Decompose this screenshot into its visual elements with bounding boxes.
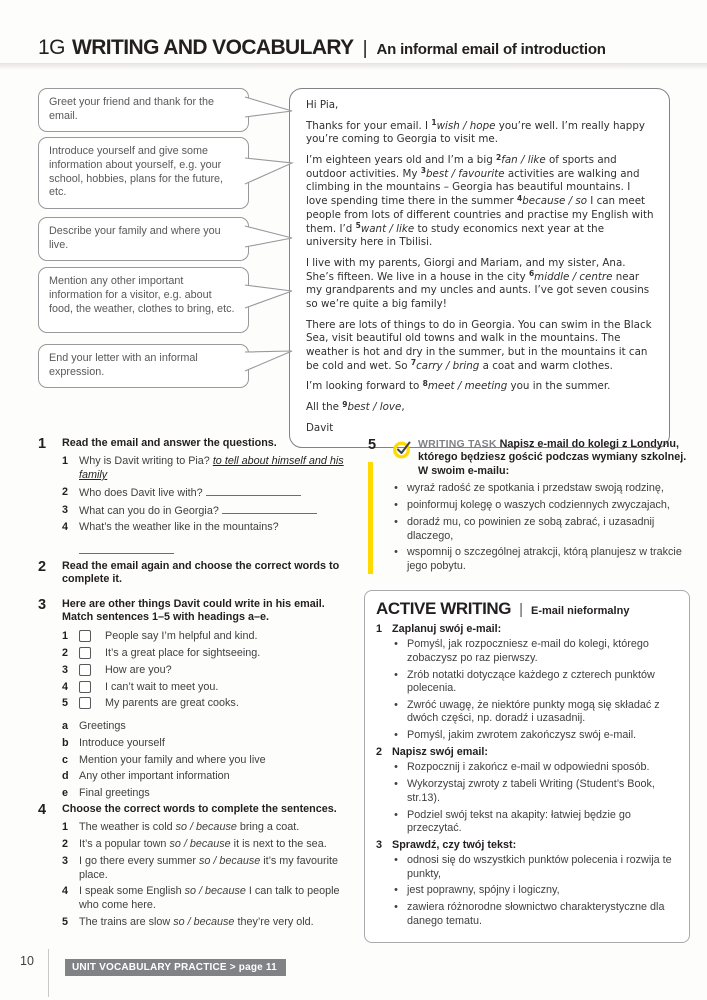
callout-text: Introduce yourself and give some information about yourself, e.g. your school, hobbies, plans for the future, etc. bbox=[49, 145, 224, 199]
bullet-text: doradź mu, co powinien ze sobą zabrać, i uzasadnij dlaczego, bbox=[407, 516, 655, 542]
answer-blank[interactable] bbox=[206, 486, 301, 496]
match-checkbox[interactable] bbox=[79, 630, 91, 642]
header-divider: | bbox=[362, 38, 368, 59]
sentence-number: 1 bbox=[62, 821, 69, 834]
sentence-text: I go there every summer so / because it’s my favourite place. bbox=[79, 855, 339, 881]
heading-text: Any other important information bbox=[79, 770, 230, 783]
sentence-row bbox=[62, 916, 356, 929]
callout-introduce bbox=[38, 137, 249, 209]
sentence-number: 4 bbox=[62, 885, 69, 898]
page-header bbox=[38, 36, 606, 60]
sentence-number: 4 bbox=[62, 680, 69, 693]
exercise-number: 3 bbox=[38, 597, 47, 613]
task-bullet: • doradź mu, co powinien ze sobą zabrać, i uzasadnij dlaczego, bbox=[392, 516, 690, 543]
callout-text: Greet your friend and thank for the email. bbox=[49, 96, 215, 122]
answer-blank[interactable] bbox=[79, 544, 174, 554]
aw-bullet: • Pomyśl, jak rozpoczniesz e-mail do kolegi, którego zobaczysz po raz pierwszy. bbox=[392, 638, 678, 665]
email-paragraph: I’m looking forward to $^8$meet / meeting you in the summer. bbox=[306, 378, 611, 393]
step-number: 3 bbox=[376, 838, 383, 851]
footer-practice-badge: UNIT VOCABULARY PRACTICE > page 11 bbox=[65, 959, 286, 976]
sentence-row bbox=[62, 647, 356, 660]
email-signature: Davit bbox=[306, 421, 334, 434]
email-paragraph: Thanks for your email. I $^1$wish / hope you’re well. I’m really happy you’re coming to Georgia to visit me. bbox=[306, 118, 645, 146]
step-title: Zaplanuj swój e-mail: bbox=[392, 623, 502, 635]
bullet-text: jest poprawny, spójny i logiczny, bbox=[407, 884, 560, 897]
email-paragraph: I live with my parents, Giorgi and Mariam, and my sister, Ana. She’s fifteen. We live in a house in the city $^6$middle / centre near my grandparents and my uncles and aunts. I’ve got seven cousins so we’re quite a big family! bbox=[306, 256, 650, 310]
bullet-text: Zwróć uwagę, że niektóre punkty mogą się składać z dwóch części, np. doradź i uzasadnij. bbox=[407, 698, 660, 725]
task-bullet: • poinformuj kolegę o waszych codziennych zwyczajach, bbox=[394, 499, 670, 512]
bullet-text: Zrób notatki dotyczące każdego z czterech punktów polecenia. bbox=[407, 668, 655, 694]
bullet-text: poinformuj kolegę o waszych codziennych zwyczajach, bbox=[407, 499, 670, 512]
heading-letter: c bbox=[62, 753, 69, 766]
aw-bullet: • Pomyśl, jakim zwrotem zakończysz swój e-mail. bbox=[394, 729, 637, 742]
sentence-number: 2 bbox=[62, 838, 69, 851]
callout-greet bbox=[38, 88, 249, 132]
sentence-text: My parents are great cooks. bbox=[105, 697, 239, 710]
active-writing-subtitle: E-mail nieformalny bbox=[531, 605, 630, 617]
bullet-text: zawiera różnorodne słownictwo charakterystyczne dla danego tematu. bbox=[407, 901, 665, 927]
sentence-number: 2 bbox=[62, 646, 69, 659]
heading-row bbox=[62, 754, 356, 767]
sentence-row bbox=[62, 838, 356, 851]
heading-row bbox=[62, 787, 356, 800]
writing-task-label: WRITING TASK bbox=[418, 438, 497, 450]
sentence-number: 3 bbox=[62, 663, 69, 676]
heading-row bbox=[62, 770, 356, 783]
question-text: What can you do in Georgia? bbox=[79, 504, 219, 517]
bullet-text: Rozpocznij i zakończ e-mail w odpowiedni sposób. bbox=[407, 761, 650, 774]
sentence-row bbox=[62, 664, 356, 677]
exercise-1 bbox=[38, 437, 356, 562]
match-checkbox[interactable] bbox=[79, 647, 91, 659]
page-number: 10 bbox=[20, 954, 34, 968]
sentence-row bbox=[62, 630, 356, 643]
sentence-text: It’s a great place for sightseeing. bbox=[105, 646, 261, 659]
bullet-text: wspomnij o szczególnej atrakcji, którą planujesz w trakcie jego pobytu. bbox=[407, 546, 682, 572]
question-row bbox=[62, 455, 356, 482]
sentence-text: The trains are slow so / because they’re very old. bbox=[79, 915, 314, 928]
page-subtitle: An informal email of introduction bbox=[376, 41, 606, 58]
email-paragraph: There are lots of things to do in Georgia. You can swim in the Black Sea, visit beautiful old towns and walk in the mountains. The weather is hot and dry in the summer, but in the mountains it can be cold and wet. So $^7$carry / bring a coat and warm clothes. bbox=[306, 318, 652, 372]
email-closing: All the $^9$best / love, bbox=[306, 399, 405, 414]
callout-text: Describe your family and where you live. bbox=[49, 225, 221, 251]
sentence-text: I speak some English so / because I can talk to people who come here. bbox=[79, 885, 340, 911]
heading-text: Introduce yourself bbox=[79, 736, 165, 749]
sentence-text: It’s a popular town so / because it is next to the sea. bbox=[79, 838, 327, 851]
sentence-number: 5 bbox=[62, 697, 69, 710]
exercise-2 bbox=[38, 560, 356, 592]
sentence-row bbox=[62, 885, 356, 912]
exercise-title: Napisz e-mail do kolegi z Londynu, którego będziesz gościć podczas wymiany szkolnej. W swoim e-mailu: bbox=[418, 438, 687, 477]
question-text: Why is Davit writing to Pia? bbox=[79, 455, 210, 468]
callout-ending bbox=[38, 344, 249, 388]
exercise-number: 2 bbox=[38, 559, 47, 575]
sentence-text: I can’t wait to meet you. bbox=[105, 680, 219, 693]
active-writing-divider: | bbox=[519, 601, 524, 618]
step-number: 1 bbox=[376, 623, 383, 635]
exercise-number: 5 bbox=[368, 437, 377, 453]
page-title: WRITING AND VOCABULARY bbox=[72, 36, 354, 59]
exercise-5 bbox=[368, 438, 690, 577]
match-checkbox[interactable] bbox=[79, 697, 91, 709]
match-checkbox[interactable] bbox=[79, 681, 91, 693]
exercise-number: 1 bbox=[38, 436, 47, 452]
task-bullet: • wspomnij o szczególnej atrakcji, którą planujesz w trakcie jego pobytu. bbox=[392, 546, 690, 573]
aw-bullet: • Rozpocznij i zakończ e-mail w odpowiedni sposób. bbox=[394, 761, 650, 774]
footer-divider bbox=[48, 949, 49, 997]
heading-letter: b bbox=[62, 736, 69, 749]
sentence-row bbox=[62, 821, 356, 834]
question-row bbox=[62, 486, 356, 500]
sentence-text: The weather is cold so / because bring a coat. bbox=[79, 821, 300, 834]
question-number: 3 bbox=[62, 503, 69, 516]
exercise-title: Read the email and answer the questions. bbox=[62, 437, 277, 449]
bullet-text: wyraź radość ze spotkania i przedstaw swoją rodzinę, bbox=[407, 482, 664, 495]
step-title: Sprawdź, czy twój tekst: bbox=[392, 838, 517, 851]
aw-bullet: • Zrób notatki dotyczące każdego z czterech punktów polecenia. bbox=[392, 669, 678, 696]
aw-step-header bbox=[376, 746, 678, 759]
email-paragraph: I’m eighteen years old and I’m a big $^2$fan / like of sports and outdoor activities. My $^3$best / favourite activities are walking and climbing in the mountains – Georgia has beautiful mountains. I love spending time there in the summer $^4$because / so I can meet people from lots of different countries and practise my English with them. I’d $^5$want / like to study economics next year at the university here in Tbilisi. bbox=[306, 152, 654, 249]
sentence-number: 5 bbox=[62, 915, 69, 928]
heading-text: Final greetings bbox=[79, 787, 150, 800]
callout-text: Mention any other important information for a visitor, e.g. about food, the weather, clothes to bring, etc. bbox=[49, 275, 235, 315]
sentence-row bbox=[62, 697, 356, 710]
answer-blank[interactable] bbox=[222, 504, 317, 514]
aw-bullet: • Podziel swój tekst na akapity: łatwiej będzie go przeczytać. bbox=[392, 809, 678, 836]
question-row bbox=[62, 504, 356, 518]
writing-task-check-icon bbox=[392, 439, 413, 459]
callout-family bbox=[38, 217, 249, 261]
exercise-title: Read the email again and choose the correct words to complete it. bbox=[62, 560, 340, 586]
bullet-text: Podziel swój tekst na akapity: łatwiej będzie go przeczytać. bbox=[407, 808, 631, 834]
aw-bullet: • Zwróć uwagę, że niektóre punkty mogą się składać z dwóch części, np. doradź i uzasadnij. bbox=[392, 699, 678, 726]
sentence-text: People say I’m helpful and kind. bbox=[105, 629, 258, 642]
aw-step-header bbox=[376, 839, 678, 852]
bullet-text: Pomyśl, jakim zwrotem zakończysz swój e-mail. bbox=[407, 729, 637, 742]
exercise-title: Here are other things Davit could write in his email. Match sentences 1–5 with headings a–e. bbox=[62, 598, 325, 624]
handwritten-answer: to tell about himself and his family bbox=[79, 455, 344, 481]
email-example bbox=[289, 88, 670, 448]
step-title: Napisz swój email: bbox=[392, 746, 489, 758]
heading-letter: d bbox=[62, 770, 69, 783]
heading-text: Greetings bbox=[79, 719, 126, 732]
exercise-4 bbox=[38, 803, 356, 933]
heading-letter: e bbox=[62, 787, 69, 800]
match-checkbox[interactable] bbox=[79, 664, 91, 676]
sentence-row bbox=[62, 855, 356, 882]
aw-bullet: • odnosi się do wszystkich punktów polecenia i rozwija te punkty, bbox=[392, 854, 678, 881]
question-text: What’s the weather like in the mountains? bbox=[79, 521, 279, 534]
active-writing-box bbox=[364, 590, 690, 943]
question-number: 1 bbox=[62, 455, 69, 468]
bullet-text: odnosi się do wszystkich punktów polecenia i rozwija te punkty, bbox=[407, 854, 672, 880]
callout-text: End your letter with an informal expression. bbox=[49, 352, 198, 378]
aw-step-header bbox=[376, 623, 678, 636]
exercise-title: Choose the correct words to complete the sentences. bbox=[62, 803, 337, 815]
heading-row bbox=[62, 720, 356, 733]
question-number: 4 bbox=[62, 521, 69, 534]
exercise-number: 4 bbox=[38, 802, 47, 818]
question-row bbox=[62, 521, 356, 558]
question-number: 2 bbox=[62, 485, 69, 498]
sentence-text: How are you? bbox=[105, 663, 172, 676]
aw-bullet: • jest poprawny, spójny i logiczny, bbox=[394, 884, 560, 897]
task-bullet: • wyraź radość ze spotkania i przedstaw swoją rodzinę, bbox=[394, 482, 664, 495]
sentence-number: 1 bbox=[62, 629, 69, 642]
heading-row bbox=[62, 737, 356, 750]
question-text: Who does Davit live with? bbox=[79, 486, 203, 499]
aw-bullet: • zawiera różnorodne słownictwo charakterystyczne dla danego tematu. bbox=[392, 901, 678, 928]
active-writing-title: ACTIVE WRITING bbox=[376, 599, 512, 618]
heading-letter: a bbox=[62, 719, 69, 732]
bullet-text: Pomyśl, jak rozpoczniesz e-mail do kolegi, którego zobaczysz po raz pierwszy. bbox=[407, 638, 649, 664]
header-shadow bbox=[0, 63, 707, 70]
sentence-row bbox=[62, 681, 356, 694]
exercise-3 bbox=[38, 598, 356, 804]
section-code: 1G bbox=[38, 36, 66, 59]
heading-text: Mention your family and where you live bbox=[79, 753, 266, 766]
email-greeting: Hi Pia, bbox=[306, 99, 339, 111]
aw-bullet: • Wykorzystaj zwroty z tabeli Writing (Student’s Book, str.13). bbox=[392, 778, 678, 805]
sentence-number: 3 bbox=[62, 855, 69, 868]
callout-other-info bbox=[38, 267, 249, 333]
bullet-text: Wykorzystaj zwroty z tabeli Writing (Student’s Book, str.13). bbox=[407, 778, 655, 804]
step-number: 2 bbox=[376, 746, 383, 758]
